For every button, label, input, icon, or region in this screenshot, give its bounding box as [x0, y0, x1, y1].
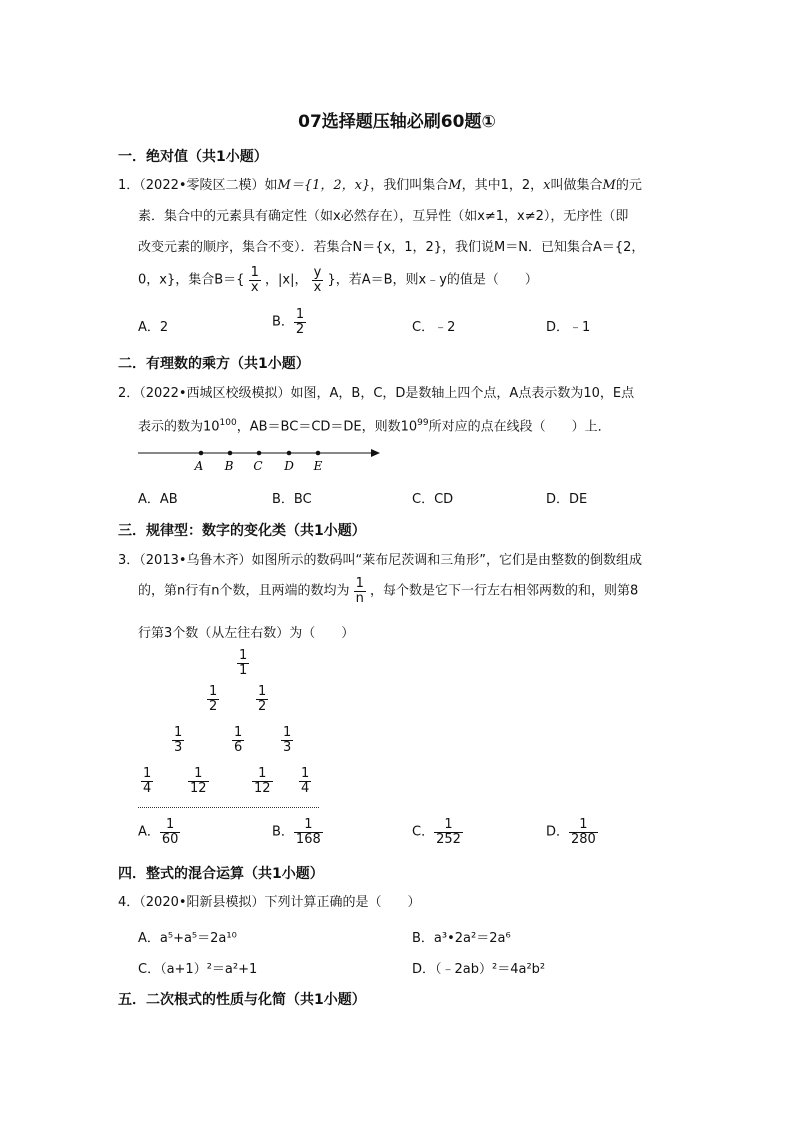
- point-a-dot: [199, 451, 204, 456]
- q4-option-c[interactable]: C．（a+1）²＝a²+1: [138, 962, 258, 977]
- triangle-cell: [252, 767, 273, 795]
- point-e-dot: [316, 451, 321, 456]
- numerator: 1: [250, 265, 259, 280]
- section-heading-3: 三．规律型：数字的变化类（共1小题）: [118, 523, 366, 539]
- section-heading-5: 五．二次根式的性质与化简（共1小题）: [118, 992, 366, 1008]
- triangle-cell: [232, 726, 244, 754]
- q3-option-a[interactable]: [138, 818, 180, 846]
- denominator: 3: [174, 739, 183, 755]
- denominator: 280: [571, 831, 596, 847]
- point-label-a: A: [194, 459, 204, 473]
- section-heading-2: 二．有理数的乘方（共1小题）: [118, 356, 310, 372]
- numerator: 1: [143, 766, 152, 781]
- denominator: x: [249, 280, 261, 295]
- numerator: y: [313, 265, 322, 280]
- q2-exponent: 100: [219, 418, 237, 428]
- numerator: 1: [239, 648, 248, 663]
- q1-option-a[interactable]: A．2: [138, 320, 169, 335]
- point-label-d: D: [284, 459, 294, 473]
- numerator: 1: [579, 817, 588, 832]
- section-heading-4: 四．整式的混合运算（共1小题）: [118, 866, 324, 882]
- triangle-cell: [188, 767, 209, 795]
- triangle-cell: [299, 767, 311, 795]
- numerator: 1: [304, 817, 313, 832]
- q2-text: 表示的数为10: [138, 419, 220, 435]
- triangle-cell: [207, 685, 219, 713]
- option-label: B．: [272, 314, 294, 330]
- q2-line-1: 2．（2022•西城区校级模拟）如图，A，B，C，D是数轴上四个点，A点表示数为10，E点: [118, 386, 635, 401]
- q1-line-4: [138, 266, 538, 294]
- q4-option-b[interactable]: B．a³•2a²＝2a⁶: [412, 931, 511, 946]
- numerator: 1: [209, 684, 218, 699]
- denominator: 12: [254, 780, 271, 796]
- triangle-cell: [237, 649, 249, 677]
- q3-option-c[interactable]: [412, 818, 463, 846]
- q1-text: 的元: [615, 178, 642, 193]
- numerator: 1: [174, 725, 183, 740]
- numerator: 1: [166, 817, 175, 832]
- triangle-cell: [141, 767, 153, 795]
- denominator: n: [354, 591, 366, 606]
- point-label-b: B: [224, 459, 234, 473]
- denominator: 3: [283, 739, 292, 755]
- q2-option-c[interactable]: C．CD: [412, 492, 454, 507]
- denominator: 6: [234, 739, 243, 755]
- q1-line-3: 改变元素的顺序，集合不变）．若集合N＝{x，1，2}，我们说M＝N．已知集合A＝{2，: [138, 240, 645, 255]
- numerator: 1: [444, 817, 453, 832]
- denominator: 2: [258, 698, 267, 714]
- numerator: 1: [283, 725, 292, 740]
- q2-option-a[interactable]: A．AB: [138, 492, 178, 507]
- q1-fraction-1-over-x: [249, 266, 261, 294]
- q1-option-c[interactable]: C．﹣2: [412, 320, 456, 335]
- numerator: 1: [234, 725, 243, 740]
- numerator: 1: [194, 766, 203, 781]
- q2-text: ，AB＝BC＝CD＝DE，则数10: [236, 419, 418, 435]
- number-line-arrow-icon: [371, 449, 380, 457]
- option-label: C．: [412, 824, 435, 840]
- q3-fraction-1-over-n: [354, 577, 366, 605]
- numerator: 1: [301, 766, 310, 781]
- option-label: B．: [272, 824, 294, 840]
- triangle-continuation-dots: [138, 807, 319, 808]
- point-b-dot: [228, 451, 233, 456]
- q3-line-2: [138, 577, 638, 605]
- q3-option-b[interactable]: [272, 818, 323, 846]
- option-label: A．: [138, 824, 160, 840]
- q3-text: ，每个数是它下一行左右相邻两数的和，则第8: [370, 583, 639, 599]
- option-label: D．: [546, 824, 570, 840]
- denominator: x: [313, 279, 322, 295]
- denominator: 1: [239, 662, 248, 678]
- page-title: 07选择题压轴必刷60题①: [298, 112, 496, 132]
- numerator: 1: [355, 576, 364, 591]
- q1-text: ，其中1，2，: [461, 178, 544, 193]
- triangle-cell: [172, 726, 184, 754]
- denominator: 168: [295, 831, 321, 847]
- q1-text: 0，x}，集合B＝{: [138, 272, 245, 288]
- q2-option-d[interactable]: D．DE: [546, 492, 588, 507]
- denominator: 12: [190, 780, 207, 796]
- q2-exponent: 99: [417, 418, 429, 428]
- point-label-c: C: [253, 459, 263, 473]
- point-label-e: E: [313, 459, 323, 473]
- q1-var: x: [543, 178, 551, 193]
- q1-set-m: M＝{1，2，x}: [277, 178, 371, 193]
- denominator: 4: [143, 780, 152, 796]
- q1-text: 1．（2022•零陵区二模）如: [118, 178, 278, 193]
- denominator: 252: [436, 831, 461, 847]
- numerator: 1: [258, 684, 267, 699]
- denominator: 2: [295, 321, 305, 337]
- denominator: 2: [209, 698, 218, 714]
- q1-var: M: [602, 178, 616, 193]
- triangle-cell: [281, 726, 293, 754]
- q1-line-2: 素．集合中的元素具有确定性（如x必然存在），互异性（如x≠1，x≠2），无序性（即: [138, 209, 629, 224]
- q1-fraction-y-over-x: [312, 266, 324, 294]
- q3-option-d[interactable]: [546, 818, 598, 846]
- q2-text: 所对应的点在线段（ ）上．: [428, 419, 611, 435]
- section-heading-1: 一．绝对值（共1小题）: [118, 149, 268, 165]
- q1-text: ，|x|，: [265, 272, 308, 288]
- q4-option-d[interactable]: D．（﹣2ab）²＝4a²b²: [412, 962, 546, 977]
- q2-option-b[interactable]: B．BC: [272, 492, 312, 507]
- number-line-figure: [136, 444, 386, 476]
- point-d-dot: [287, 451, 292, 456]
- q3-line-3: 行第3个数（从左往右数）为（ ）: [138, 626, 355, 641]
- q4-option-a[interactable]: A．a⁵+a⁵＝2a¹⁰: [138, 931, 237, 946]
- q1-text: }，若A＝B，则x﹣y的值是（ ）: [327, 272, 538, 288]
- denominator: 4: [301, 780, 310, 796]
- q1-line-1: [118, 177, 642, 195]
- q1-var: M: [448, 178, 462, 193]
- numerator: 1: [295, 307, 305, 322]
- q3-line-1: 3．（2013•乌鲁木齐）如图所示的数码叫“莱布尼茨调和三角形”，它们是由整数的倒数组成: [118, 553, 642, 568]
- q4-line-1: 4．（2020•阳新县模拟）下列计算正确的是（ ）: [118, 895, 421, 910]
- q1-option-d[interactable]: D．﹣1: [546, 320, 591, 335]
- q1-option-b[interactable]: [272, 308, 306, 336]
- q1-text: 叫做集合: [550, 178, 603, 193]
- q2-line-2: [138, 414, 611, 436]
- triangle-cell: [256, 685, 268, 713]
- point-c-dot: [257, 451, 262, 456]
- q1-text: ，我们叫集合: [370, 178, 449, 193]
- denominator: 60: [161, 831, 179, 847]
- q3-text: 的，第n行有n个数，且两端的数均为: [138, 583, 350, 599]
- numerator: 1: [258, 766, 267, 781]
